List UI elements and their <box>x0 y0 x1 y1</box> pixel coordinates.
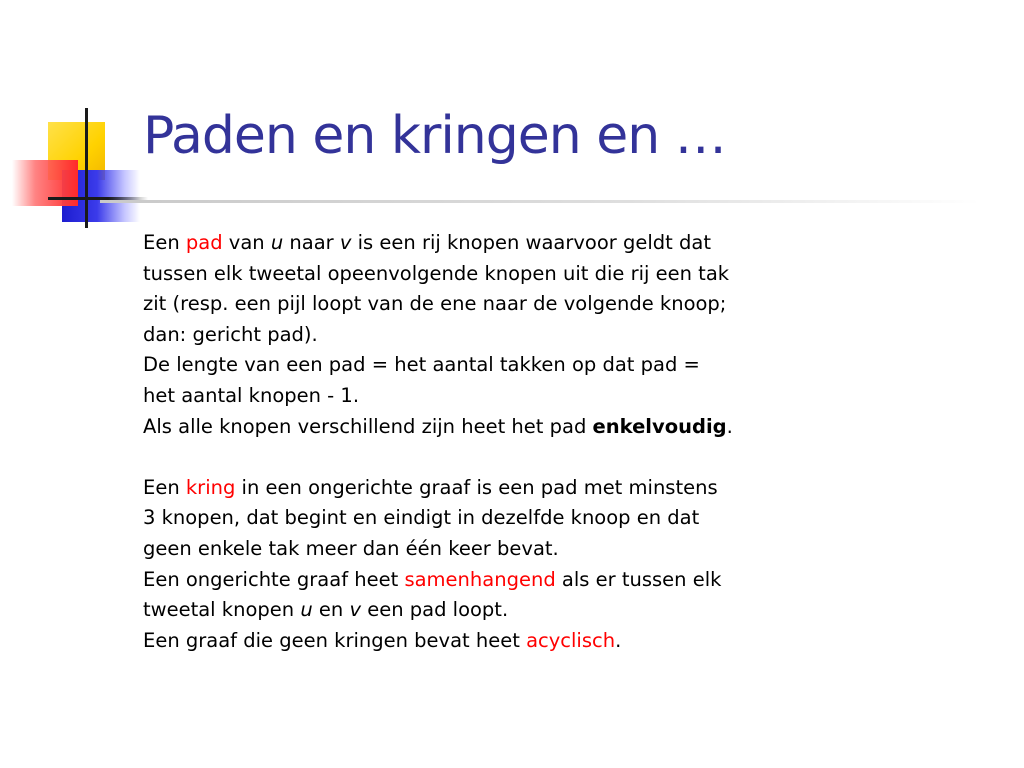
paragraph-path-length <box>143 350 843 411</box>
paragraph-path-definition <box>143 228 843 350</box>
variable-v: v <box>339 231 352 254</box>
term-kring: kring <box>185 475 236 499</box>
text: naar <box>283 231 340 254</box>
text: . <box>615 628 622 652</box>
text-line: De lengte van een pad = het aantal takken op dat pad = <box>143 353 700 377</box>
text-line: 3 knopen, dat begint en eindigt in dezelfde knoop en dat <box>143 506 700 530</box>
text-line: dan: gericht pad). <box>143 322 318 346</box>
text: een pad loopt. <box>361 598 509 622</box>
paragraph-spacer <box>143 442 843 473</box>
text: als er tussen elk <box>555 567 722 591</box>
text-line: geen enkele tak meer dan één keer bevat. <box>143 536 559 560</box>
slide-title: Paden en kringen en … <box>143 106 726 166</box>
title-underline <box>100 200 980 203</box>
paragraph-simple-path <box>143 412 843 443</box>
text: Een graaf die geen kringen bevat heet <box>143 628 527 652</box>
text-line: het aantal knopen - 1. <box>143 383 360 407</box>
text: is een rij knopen waarvoor geldt dat <box>351 231 711 254</box>
paragraph-acyclic <box>143 626 843 657</box>
text: Een <box>143 475 186 499</box>
text: van <box>222 231 271 254</box>
text: en <box>312 598 350 622</box>
text: Als alle knopen verschillend zijn heet het pad <box>143 414 593 438</box>
term-pad: pad <box>185 231 223 254</box>
logo-vertical-line <box>85 108 88 228</box>
term-enkelvoudig: enkelvoudig <box>592 414 727 438</box>
paragraph-cycle-definition <box>143 473 843 565</box>
variable-u: u <box>270 231 284 254</box>
text: Een ongerichte graaf heet <box>143 567 405 591</box>
text: Een <box>143 231 186 254</box>
term-acyclisch: acyclisch <box>526 628 616 652</box>
text: in een ongerichte graaf is een pad met minstens <box>235 475 718 499</box>
text-line: zit (resp. een pijl loopt van de ene naar de volgende knoop; <box>143 292 727 316</box>
text-line: tussen elk tweetal opeenvolgende knopen uit die rij een tak <box>143 261 730 285</box>
paragraph-connected <box>143 565 843 626</box>
text: . <box>726 414 733 438</box>
variable-v: v <box>349 598 361 622</box>
slide-body <box>143 228 843 656</box>
text: tweetal knopen <box>143 598 301 622</box>
variable-u: u <box>300 598 313 622</box>
term-samenhangend: samenhangend <box>404 567 556 591</box>
